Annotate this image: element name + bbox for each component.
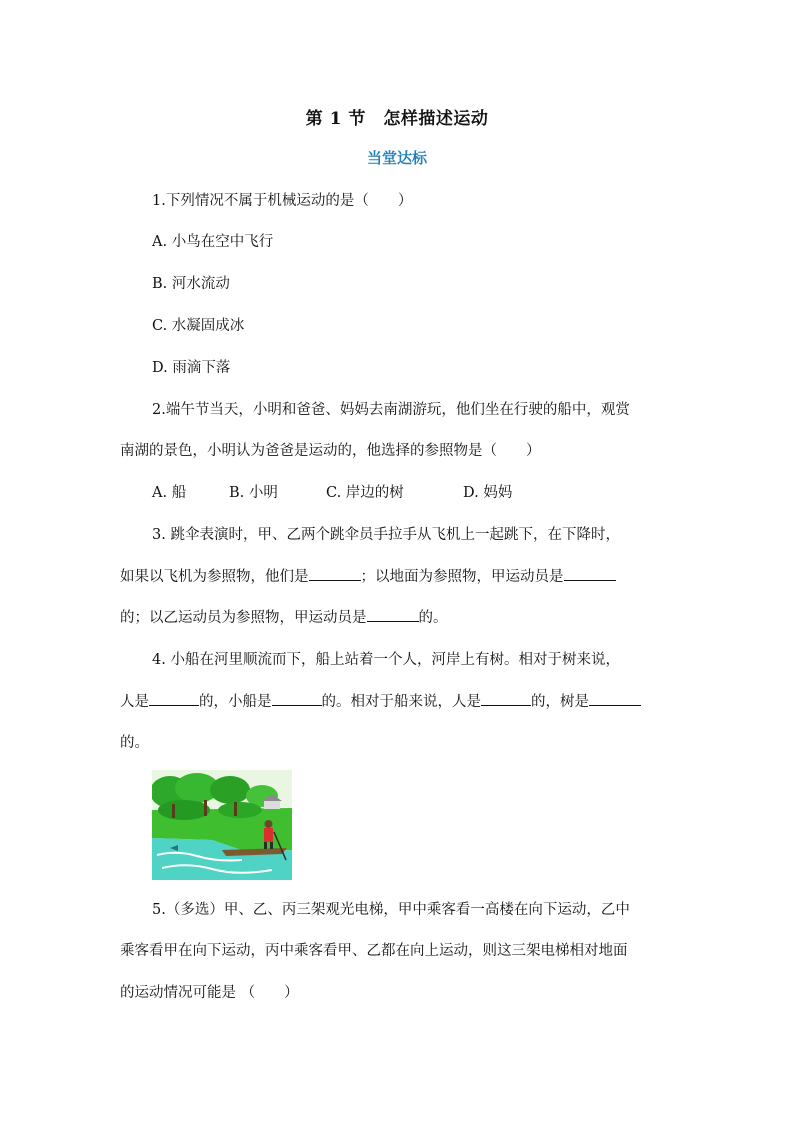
q4-line3: 的。 — [120, 735, 149, 751]
q2-option-b: B. 小明 — [229, 485, 278, 501]
q2-option-a: A. 船 — [152, 485, 187, 501]
q2-option-d: D. 妈妈 — [463, 485, 513, 501]
river-boat-illustration — [152, 770, 292, 880]
q4-line2 — [120, 691, 676, 712]
q3-line3-text-a: 的；以乙运动员为参照物，甲运动员是 — [120, 610, 367, 626]
q5-stem-line3: 的运动情况可能是 （ ） — [120, 985, 299, 1001]
river-boat-illustration-svg — [152, 770, 292, 880]
q2-stem-line1: 2.端午节当天，小明和爸爸、妈妈去南湖游玩，他们坐在行驶的船中，观赏 — [152, 402, 630, 418]
q4-line2-text-c: 的。相对于船来说，人是 — [321, 694, 481, 710]
q3-line3-text-b: 的。 — [418, 610, 448, 626]
q3-blank-1[interactable] — [309, 566, 361, 581]
section-title: 第 1 节 怎样描述运动 — [305, 109, 489, 129]
q1-option-d: D. 雨滴下落 — [152, 360, 231, 376]
q2-options — [152, 483, 512, 503]
q5-stem-line2: 乘客看甲在向下运动，丙中乘客看甲、乙都在向上运动，则这三架电梯相对地面 — [120, 943, 628, 959]
q4-blank-1[interactable] — [149, 691, 199, 706]
q4-line2-text-b: 的，小船是 — [199, 694, 272, 710]
section-subtitle: 当堂达标 — [366, 149, 427, 167]
q4-blank-4[interactable] — [589, 691, 641, 706]
q5-stem-line1: 5.（多选）甲、乙、丙三架观光电梯，甲中乘客看一高楼在向下运动，乙中 — [152, 902, 630, 918]
q4-line2-text-d: 的，树是 — [531, 694, 589, 710]
q3-line2 — [120, 566, 676, 587]
q4-stem-line1: 4. 小船在河里顺流而下，船上站着一个人，河岸上有树。相对于树来说， — [152, 652, 620, 668]
q3-line2-text-b: ；以地面为参照物，甲运动员是 — [360, 569, 564, 585]
q4-blank-2[interactable] — [272, 691, 322, 706]
q3-line3 — [120, 607, 676, 628]
q3-blank-3[interactable] — [367, 607, 419, 622]
q3-line2-text-a: 如果以飞机为参照物，他们是 — [120, 569, 309, 585]
q2-option-c: C. 岸边的树 — [326, 485, 404, 501]
q1-option-a: A. 小鸟在空中飞行 — [152, 234, 274, 250]
q2-stem-line2: 南湖的景色，小明认为爸爸是运动的，他选择的参照物是（ ） — [120, 443, 541, 459]
q4-blank-3[interactable] — [481, 691, 531, 706]
q1-option-b: B. 河水流动 — [152, 276, 230, 292]
q4-line2-text-a: 人是 — [120, 694, 149, 710]
q1-option-c: C. 水凝固成冰 — [152, 318, 245, 334]
q3-stem-line1: 3. 跳伞表演时，甲、乙两个跳伞员手拉手从飞机上一起跳下，在下降时， — [152, 527, 620, 543]
q3-blank-2[interactable] — [564, 566, 616, 581]
q1-stem: 1.下列情况不属于机械运动的是（ ） — [152, 193, 413, 209]
